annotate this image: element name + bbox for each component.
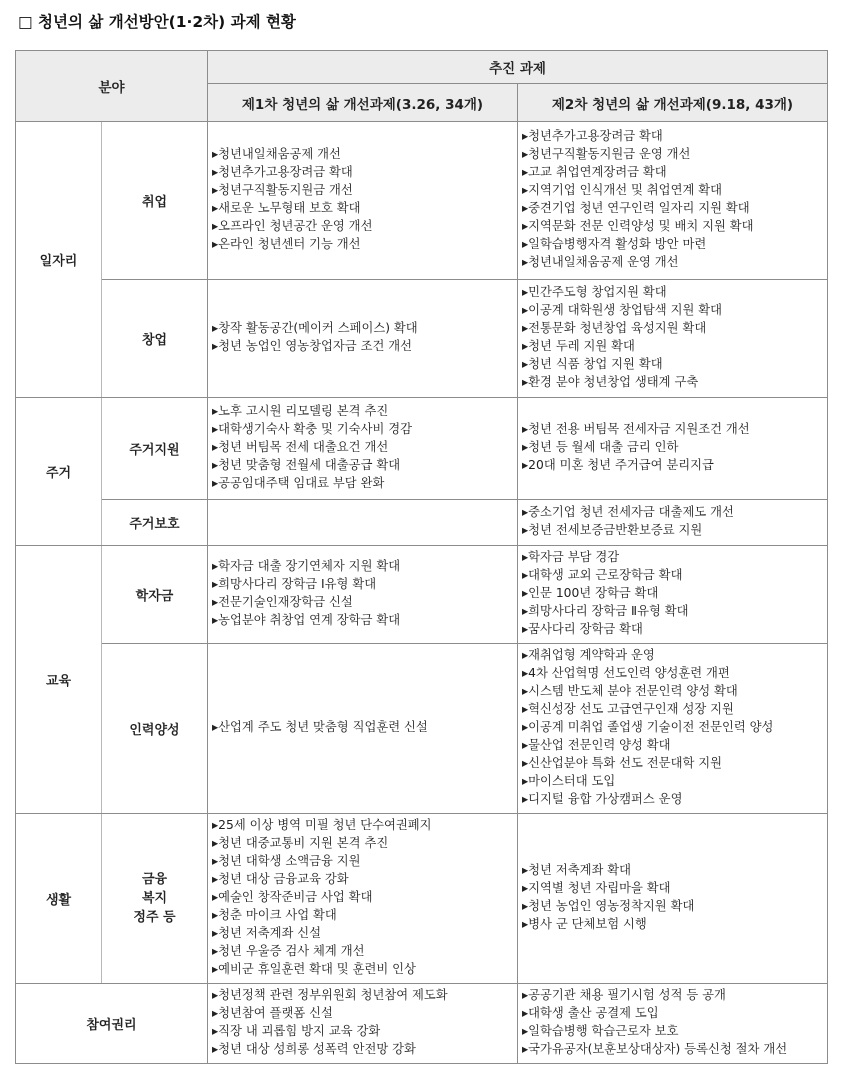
task-item: ▸청년 등 월세 대출 금리 인하 [522,440,679,455]
task-item: ▸공공기관 채용 필기시험 성적 등 공개 [522,988,726,1003]
task-item: ▸청년 농업인 영농창업자금 조건 개선 [212,339,412,353]
task-item: ▸희망사다리 장학금 Ⅰ유형 확대 [212,577,377,592]
section-jobs: 일자리 [16,122,102,398]
task-item: ▸지역문화 전문 인력양성 및 배치 지원 확대 [522,218,754,233]
section-rights: 참여권리 [16,984,208,1064]
task-item: ▸청년 식품 창업 지원 확대 [522,356,663,371]
task-item: ▸청년 두레 지원 확대 [522,339,635,353]
task-item: ▸청년참여 플랫폼 신설 [212,1006,333,1021]
subsection-finance-welfare [102,814,208,984]
task-item: ▸병사 군 단체보험 시행 [522,916,647,931]
task-item: ▸농업분야 취창업 연계 장학금 확대 [212,612,401,627]
policy-table [15,50,828,1064]
jobs-startup-round1 [208,280,518,398]
task-item: ▸청년정책 관련 정부위원회 청년참여 제도화 [212,988,448,1003]
task-item: ▸노후 고시원 리모델링 본격 추진 [212,404,389,419]
page-title: □ 청년의 삶 개선방안(1·2차) 과제 현황 [18,13,296,31]
task-item: ▸청년 저축계좌 신설 [212,925,322,940]
task-item: ▸직장 내 괴롭힘 방지 교육 강화 [212,1024,381,1038]
task-item: ▸청년추가고용장려금 확대 [212,165,353,180]
task-item: ▸청년 농업인 영농정착지원 확대 [522,899,695,913]
task-item: ▸학자금 부담 경감 [522,550,620,565]
subsection-housing-protection: 주거보호 [102,500,208,546]
task-item: ▸새로운 노무형태 보호 확대 [212,201,361,215]
subsection-line: 금융 [141,872,168,887]
education-training-round1 [208,644,518,814]
task-item: ▸일학습병행자격 활성화 방안 마련 [522,236,707,251]
task-item: ▸국가유공자(보훈보상대상자) 등록신청 절차 개선 [522,1041,788,1056]
header-field: 분야 [16,51,208,122]
task-item: ▸청년 대중교통비 지원 본격 추진 [212,836,389,851]
task-item: ▸청년 맞춤형 전월세 대출공급 확대 [212,457,401,472]
life-finance-round1 [208,814,518,984]
task-item: ▸청년 우울증 검사 체계 개선 [212,943,365,958]
task-item: ▸이공계 대학원생 창업탐색 지원 확대 [522,303,722,318]
task-item: ▸재취업형 계약학과 운영 [522,648,655,663]
task-item: ▸희망사다리 장학금 Ⅱ유형 확대 [522,603,689,618]
life-finance-round2 [518,814,828,984]
task-item: ▸대학생 출산 공결제 도입 [522,1006,659,1021]
housing-protection-round2 [518,500,828,546]
task-item: ▸공공임대주택 임대료 부담 완화 [212,475,385,490]
task-item: ▸청년 저축계좌 확대 [522,863,632,878]
task-item: ▸중소기업 청년 전세자금 대출제도 개선 [522,505,734,520]
jobs-startup-round2 [518,280,828,398]
section-housing: 주거 [16,398,102,546]
task-item: ▸혁신성장 선도 고급연구인재 성장 지원 [522,702,734,717]
task-item: ▸예비군 휴일훈련 확대 및 훈련비 인상 [212,961,416,976]
section-education: 교육 [16,546,102,814]
task-item: ▸청년 대상 금융교육 강화 [212,872,349,887]
task-item: ▸청년 대상 성희롱 성폭력 안전망 강화 [212,1041,416,1056]
task-item: ▸일학습병행 학습근로자 보호 [522,1024,679,1038]
header-round1: 제1차 청년의 삶 개선과제(3.26, 34개) [208,84,518,122]
education-tuition-round1 [208,546,518,644]
task-item: ▸인문 100년 장학금 확대 [522,586,659,601]
task-item: ▸고교 취업연계장려금 확대 [522,165,667,180]
housing-support-round1 [208,398,518,500]
task-item: ▸청춘 마이크 사업 확대 [212,907,337,922]
subsection-training: 인력양성 [102,644,208,814]
subsection-startup: 창업 [102,280,208,398]
task-item: ▸청년 대학생 소액금융 지원 [212,854,361,869]
task-item: ▸지역별 청년 자립마을 확대 [522,881,671,896]
task-item: ▸이공계 미취업 졸업생 기술이전 전문인력 양성 [522,720,774,735]
rights-round2 [518,984,828,1064]
task-item: ▸지역기업 인식개선 및 취업연계 확대 [522,183,722,198]
task-item: ▸창작 활동공간(메이커 스페이스) 확대 [212,321,418,336]
task-item: ▸전통문화 청년창업 육성지원 확대 [522,321,707,336]
subsection-line: 복지 [141,891,168,906]
task-item: ▸청년내일채움공제 개선 [212,147,341,162]
task-item: ▸오프라인 청년공간 운영 개선 [212,218,373,233]
task-item: ▸꿈사다리 장학금 확대 [522,621,643,636]
task-item: ▸시스템 반도체 분야 전문인력 양성 확대 [522,684,738,699]
task-item: ▸산업계 주도 청년 맞춤형 직업훈련 신설 [212,720,428,735]
task-item: ▸청년 전용 버팀목 전세자금 지원조건 개선 [522,422,750,437]
housing-support-round2 [518,398,828,500]
section-life: 생활 [16,814,102,984]
jobs-employment-round2 [518,122,828,280]
task-item: ▸대학생기숙사 확충 및 기숙사비 경감 [212,422,412,437]
task-item: ▸온라인 청년센터 기능 개선 [212,236,361,251]
task-item: ▸학자금 대출 장기연체자 지원 확대 [212,559,401,574]
housing-protection-round1 [208,500,518,546]
subsection-line: 정주 등 [133,910,176,925]
task-item: ▸청년구직활동지원금 개선 [212,183,353,198]
task-item: ▸25세 이상 병역 미필 청년 단수여권폐지 [212,818,432,833]
subsection-housing-support: 주거지원 [102,398,208,500]
education-training-round2 [518,644,828,814]
task-item: ▸청년추가고용장려금 확대 [522,129,663,144]
task-item: ▸중견기업 청년 연구인력 일자리 지원 확대 [522,201,750,215]
rights-round1 [208,984,518,1064]
task-item: ▸전문기술인재장학금 신설 [212,595,353,609]
task-item: ▸4차 산업혁명 선도인력 양성훈련 개편 [522,666,730,681]
task-item: ▸예술인 창작준비금 사업 확대 [212,890,373,905]
subsection-employment: 취업 [102,122,208,280]
task-item: ▸디지털 융합 가상캠퍼스 운영 [522,791,683,806]
task-item: ▸마이스터대 도입 [522,773,616,788]
header-round2: 제2차 청년의 삶 개선과제(9.18, 43개) [518,84,828,122]
task-item: ▸20대 미혼 청년 주거급여 분리지급 [522,457,714,472]
task-item: ▸청년 전세보증금반환보증료 지원 [522,523,703,537]
task-item: ▸환경 분야 청년창업 생태계 구축 [522,374,699,389]
task-item: ▸청년내일채움공제 운영 개선 [522,254,679,269]
jobs-employment-round1 [208,122,518,280]
task-item: ▸민간주도형 창업지원 확대 [522,285,667,300]
education-tuition-round2 [518,546,828,644]
task-item: ▸청년 버팀목 전세 대출요건 개선 [212,440,389,455]
task-item: ▸신산업분야 특화 선도 전문대학 지원 [522,755,722,770]
task-item: ▸물산업 전문인력 양성 확대 [522,737,671,752]
task-item: ▸대학생 교외 근로장학금 확대 [522,568,683,583]
task-item: ▸청년구직활동지원금 운영 개선 [522,147,691,162]
header-tasks: 추진 과제 [208,51,828,84]
subsection-tuition: 학자금 [102,546,208,644]
